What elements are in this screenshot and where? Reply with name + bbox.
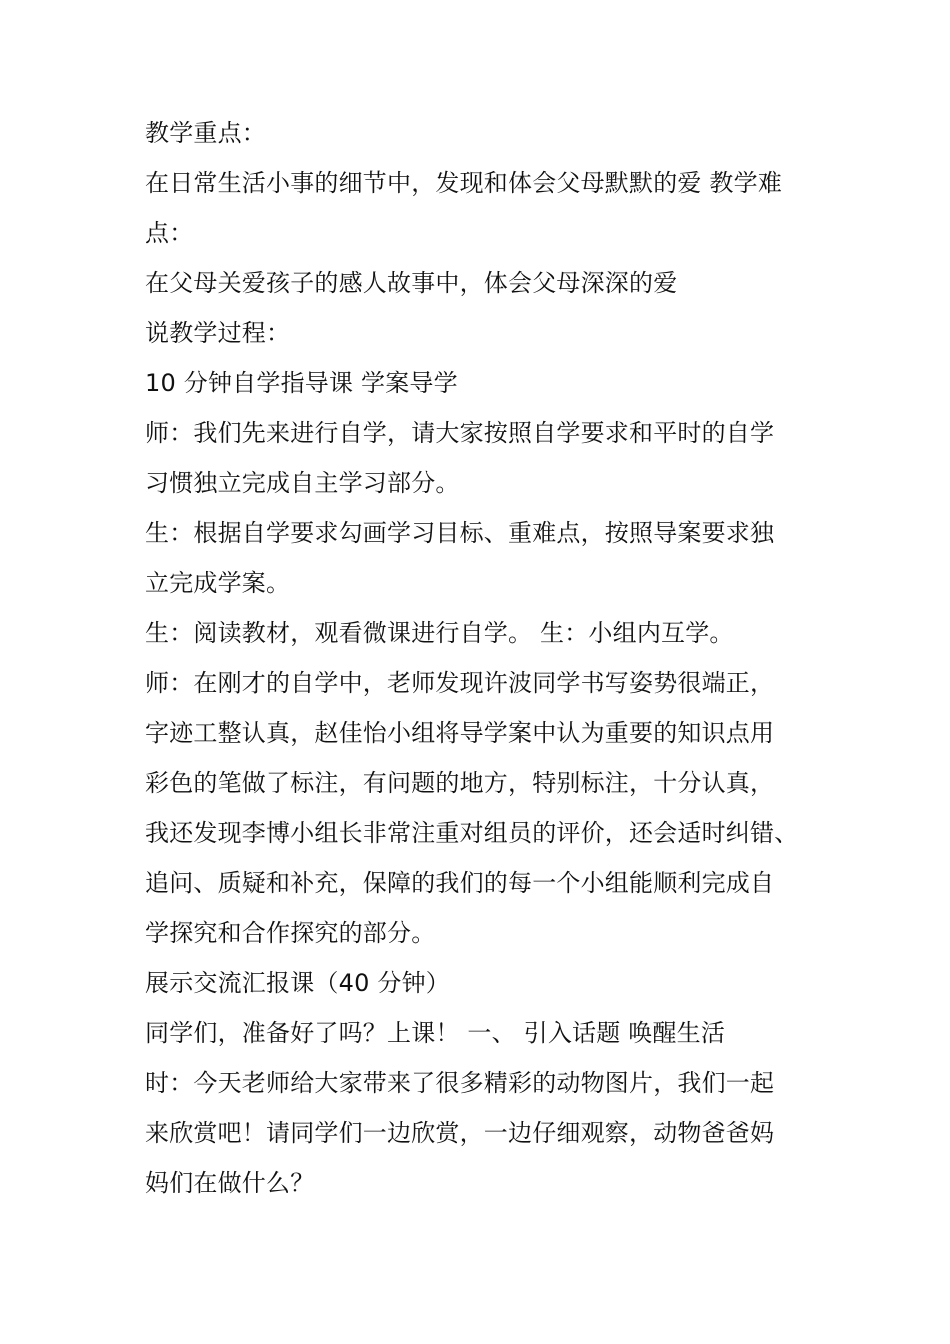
- text-line: 彩色的笔做了标注，有问题的地方，特别标注，十分认真，: [145, 769, 775, 797]
- text-line: 我还发现李博小组长非常注重对组员的评价，还会适时纠错、: [145, 819, 799, 847]
- text-line: 说教学过程：: [145, 319, 291, 347]
- text-line: 10 分钟自学指导课 学案导学: [145, 369, 458, 397]
- text-line: 时：今天老师给大家带来了很多精彩的动物图片，我们一起: [145, 1069, 775, 1097]
- text-line: 生：阅读教材，观看微课进行自学。 生：小组内互学。: [145, 619, 734, 647]
- text-line: 在父母关爱孩子的感人故事中，体会父母深深的爱: [145, 269, 678, 297]
- text-line: 习惯独立完成自主学习部分。: [145, 469, 460, 497]
- text-line: 学探究和合作探究的部分。: [145, 919, 436, 947]
- text-line: 追问、质疑和补充，保障的我们的每一个小组能顺利完成自: [145, 869, 775, 897]
- text-line: 妈们在做什么？: [145, 1169, 315, 1197]
- text-line: 字迹工整认真，赵佳怡小组将导学案中认为重要的知识点用: [145, 719, 775, 747]
- text-line: 展示交流汇报课（40 分钟）: [145, 969, 450, 997]
- text-line: 教学重点：: [145, 119, 266, 147]
- document-body: [145, 108, 845, 1208]
- text-line: 点：: [145, 219, 194, 247]
- text-line: 师：在刚才的自学中，老师发现许波同学书写姿势很端正，: [145, 669, 775, 697]
- text-line: 同学们，准备好了吗？上课！ 一、 引入话题 唤醒生活: [145, 1019, 726, 1047]
- text-line: 来欣赏吧！请同学们一边欣赏，一边仔细观察，动物爸爸妈: [145, 1119, 775, 1147]
- text-line: 师：我们先来进行自学，请大家按照自学要求和平时的自学: [145, 419, 775, 447]
- text-line: 生：根据自学要求勾画学习目标、重难点，按照导案要求独: [145, 519, 775, 547]
- text-line: 在日常生活小事的细节中，发现和体会父母默默的爱 教学难: [145, 169, 783, 197]
- text-line: 立完成学案。: [145, 569, 291, 597]
